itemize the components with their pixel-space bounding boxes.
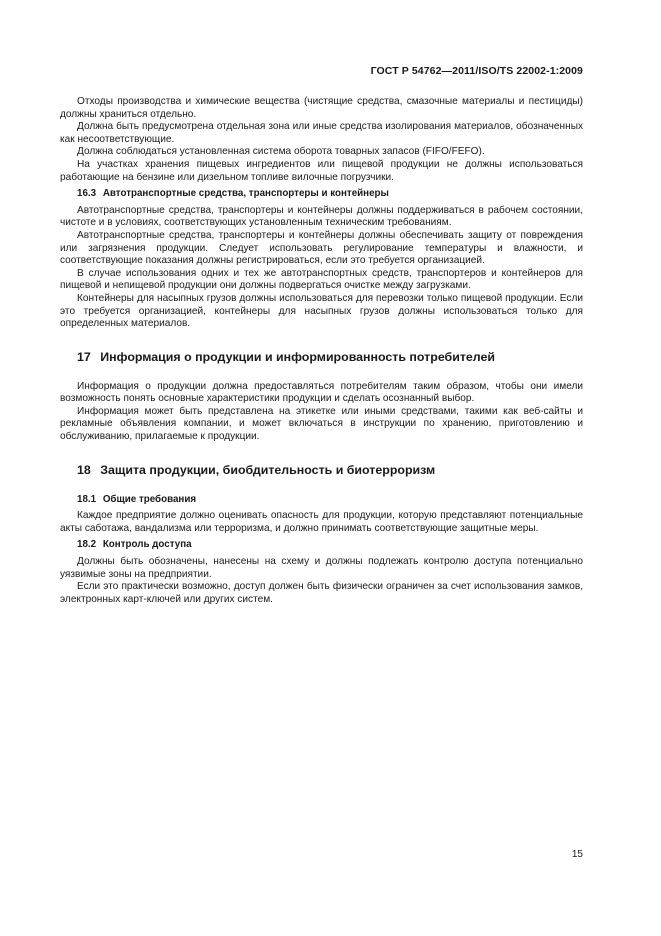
paragraph: Контейнеры для насыпных грузов должны использоваться для перевозки только пищевой продукции. Если это требуется организацией, контейнеры для насыпных грузов должны использоваться только для определенных материалов. xyxy=(60,292,583,330)
section-title: Защита продукции, биобдительность и биотерроризм xyxy=(100,462,436,477)
subsection-heading-18-2 xyxy=(60,539,583,552)
paragraph: Каждое предприятие должно оценивать опасность для продукции, которую представляют потенциальные акты саботажа, вандализма или терроризма, и должно принимать соответствующие защитные меры. xyxy=(60,510,583,534)
subsection-number: 16.3 xyxy=(77,188,97,200)
paragraph: Должна соблюдаться установленная система оборота товарных запасов (FIFO/FEFO). xyxy=(77,146,485,158)
paragraph: Автотранспортные средства, транспортеры и контейнеры должны поддерживаться в рабочем состоянии, чистоте и в условиях, соответствующих установленным техническим требованиям. xyxy=(60,204,583,229)
section-number: 18 xyxy=(77,462,91,477)
section-heading-17 xyxy=(60,350,583,364)
paragraph: Отходы производства и химические вещества (чистящие средства, смазочные материалы и пестициды) должны храниться отдельно. xyxy=(60,96,583,120)
paragraph: Информация может быть представлена на этикетке или иными средствами, такими как веб-сайты и рекламные объявления компании, и может включаться в инструкции по хранению, приготовлению и обслуживанию, прилагаемые к продукции. xyxy=(60,405,583,443)
paragraph: Информация о продукции должна предоставляться потребителям таким образом, чтобы они имели возможность понять основные характеристики продукции и сделать осознанный выбор. xyxy=(60,380,583,405)
subsection-title: Контроль доступа xyxy=(102,539,192,551)
paragraph: Должна быть предусмотрена отдельная зона или иные средства изолирования материалов, обозначенных как несоответствующие. xyxy=(60,121,583,145)
section-heading-18 xyxy=(60,463,583,477)
subsection-heading-16-3 xyxy=(60,188,583,201)
paragraph: Должны быть обозначены, нанесены на схему и должны подлежать контролю доступа потенциально уязвимые зоны на предприятии. xyxy=(60,556,583,580)
subsection-title: Автотранспортные средства, транспортеры и контейнеры xyxy=(102,188,389,200)
page-content xyxy=(60,96,583,606)
paragraph: Автотранспортные средства, транспортеры и контейнеры должны обеспечивать защиту от повреждения или загрязнения продукции. Следует использовать регулирование температуры и влажности, и соответствующие показания должны регистрироваться, если это требуется организацией. xyxy=(60,229,583,267)
section-title: Информация о продукции и информированность потребителей xyxy=(100,349,495,364)
subsection-heading-18-1 xyxy=(60,494,583,507)
paragraph: На участках хранения пищевых ингредиентов или пищевой продукции не должны использоваться работающие на бензине или дизельном топливе вилочные погрузчики. xyxy=(60,158,583,183)
subsection-number: 18.2 xyxy=(77,539,97,551)
subsection-number: 18.1 xyxy=(77,493,97,505)
section-number: 17 xyxy=(77,349,91,364)
paragraph: Если это практически возможно, доступ должен быть физически ограничен за счет использования замков, электронных карт-ключей или других систем. xyxy=(60,581,583,605)
paragraph: В случае использования одних и тех же автотранспортных средств, транспортеров и контейнеров для пищевой и непищевой продукции они должны подвергаться очистке между загрузками. xyxy=(60,267,583,292)
subsection-title: Общие требования xyxy=(102,493,197,505)
page-number: 15 xyxy=(571,849,583,860)
document-header: ГОСТ Р 54762—2011/ISO/TS 22002-1:2009 xyxy=(370,65,583,77)
